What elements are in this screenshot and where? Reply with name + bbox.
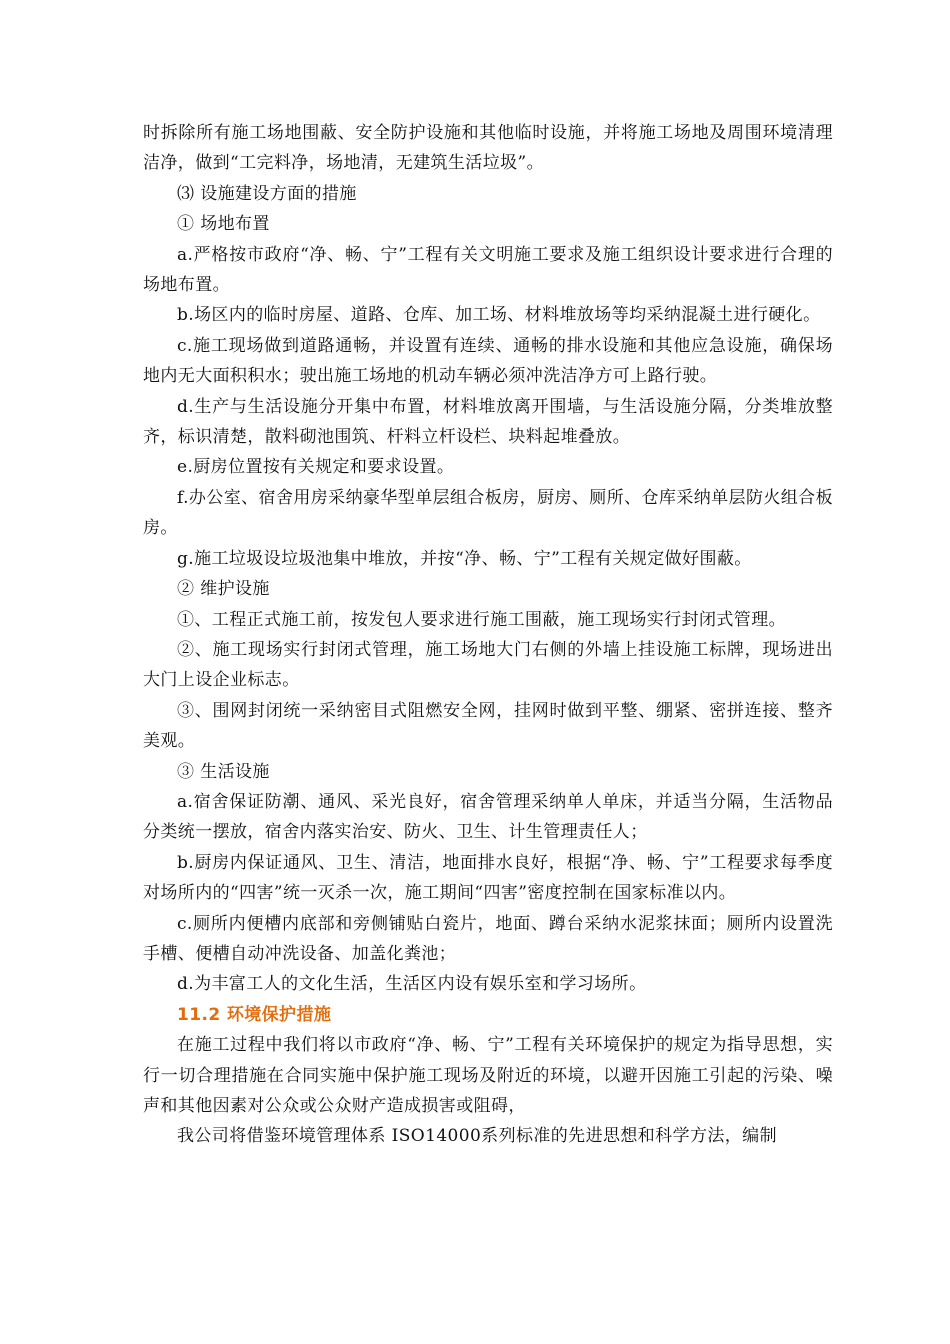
paragraph: d.为丰富工人的文化生活，生活区内设有娱乐室和学习场所。	[177, 974, 647, 995]
paragraph: 时拆除所有施工场地围蔽、安全防护设施和其他临时设施，并将施工场地及周围环境清理洁净，做到“工完料净，场地清，无建筑生活垃圾”。	[143, 123, 833, 174]
paragraph: c.厕所内便槽内底部和旁侧铺贴白瓷片，地面、蹲台采纳水泥浆抹面；厕所内设置洗手槽、便槽自动冲洗设备、加盖化粪池；	[143, 913, 833, 964]
paragraph: ③、围网封闭统一采纳密目式阻燃安全网，挂网时做到平整、绷紧、密拼连接、整齐美观。	[143, 700, 833, 752]
paragraph: ①、工程正式施工前，按发包人要求进行施工围蔽，施工现场实行封闭式管理。	[177, 609, 786, 630]
paragraph: b.厨房内保证通风、卫生、清洁，地面排水良好，根据“净、畅、宁”工程要求每季度对场所内的“四害”统一灭杀一次，施工期间“四害”密度控制在国家标准以内。	[143, 852, 833, 904]
paragraph: ②、施工现场实行封闭式管理，施工场地大门右侧的外墙上挂设施工标牌，现场进出大门上设企业标志。	[143, 639, 833, 691]
section-before-heading	[143, 118, 833, 1000]
paragraph: g.施工垃圾设垃圾池集中堆放，并按“净、畅、宁”工程有关规定做好围蔽。	[177, 548, 752, 569]
paragraph: ① 场地布置	[177, 214, 270, 235]
paragraph: a.宿舍保证防潮、通风、采光良好，宿舍管理采纳单人单床，并适当分隔，生活物品分类统一摆放，宿舍内落实治安、防火、卫生、计生管理责任人；	[143, 791, 833, 843]
paragraph: ② 维护设施	[177, 579, 270, 600]
paragraph: 我公司将借鉴环境管理体系 ISO14000系列标准的先进思想和科学方法，编制	[177, 1126, 777, 1147]
section-after-heading	[143, 1030, 833, 1152]
paragraph: ③ 生活设施	[177, 761, 270, 782]
paragraph: e.厨房位置按有关规定和要求设置。	[177, 457, 455, 478]
section-heading: 11.2 环境保护措施	[177, 1004, 332, 1025]
paragraph: ⑶ 设施建设方面的措施	[177, 183, 357, 204]
paragraph: 在施工过程中我们将以市政府“净、畅、宁”工程有关环境保护的规定为指导思想，实行一切合理措施在合同实施中保护施工现场及附近的环境，以避开因施工引起的污染、噪声和其他因素对公众或公众财产造成损害或阻碍，	[143, 1035, 833, 1116]
document-body	[143, 118, 833, 1152]
paragraph: b.场区内的临时房屋、道路、仓库、加工场、材料堆放场等均采纳混凝土进行硬化。	[177, 305, 821, 326]
paragraph: a.严格按市政府“净、畅、宁”工程有关文明施工要求及施工组织设计要求进行合理的场地布置。	[143, 244, 833, 296]
paragraph: f.办公室、宿舍用房采纳豪华型单层组合板房，厨房、厕所、仓库采纳单层防火组合板房。	[143, 487, 833, 539]
paragraph: d.生产与生活设施分开集中布置，材料堆放离开围墙，与生活设施分隔，分类堆放整齐，标识清楚，散料砌池围筑、杆料立杆设栏、块料起堆叠放。	[143, 396, 833, 448]
paragraph: c.施工现场做到道路通畅，并设置有连续、通畅的排水设施和其他应急设施，确保场地内无大面积积水；驶出施工场地的机动车辆必须冲洗洁净方可上路行驶。	[143, 335, 833, 387]
